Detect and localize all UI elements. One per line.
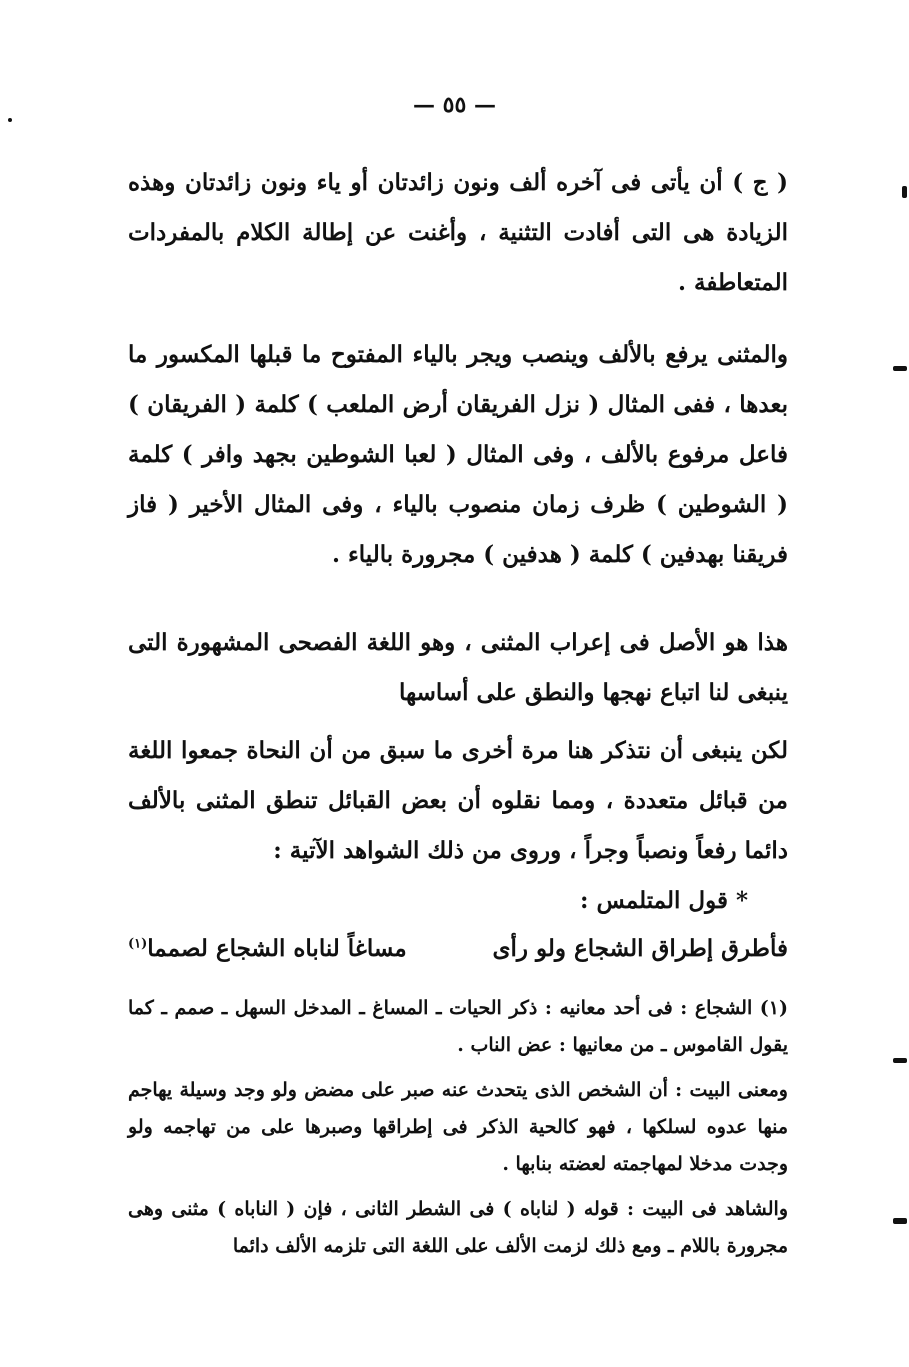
paragraph: والمثنى يرفع بالألف وينصب ويجر بالياء المفتوح ما قبلها المكسور ما بعدها ، ففى المثال ( نزل الفريقان أرض الملعب ) كلمة ( الفريقان ) فاعل مرفوع بالألف ، وفى المثال ( لعبا الشوطين بجهد وافر ) كلمة ( الشوطين ) ظرف زمان منصوب بالياء ، وفى المثال الأخير ( فاز فريقنا بهدفين ) كلمة ( هدفين ) مجرورة بالياء . <box>128 341 788 568</box>
scan-mark <box>8 118 12 122</box>
scan-mark <box>893 366 907 371</box>
paragraph: لكن ينبغى أن نتذكر هنا مرة أخرى ما سبق من أن النحاة جمعوا اللغة من قبائل متعددة ، ومما نقلوه أن بعض القبائل تنطق المثنى بالألف دائما رفعاً ونصباً وجراً ، وروى من ذلك الشواهد الآتية : <box>128 737 788 864</box>
scan-mark <box>893 1218 907 1224</box>
main-text <box>128 158 788 976</box>
footnotes <box>128 990 788 1273</box>
verse-first-half: فأطرق إطراق الشجاع ولو رأى <box>492 935 788 962</box>
footnote-entry: (١) الشجاع : فى أحد معانيه : ذكر الحيات ـ المساغ ـ المدخل السهل ـ صمم ـ كما يقول القاموس ـ من معانيها : عض الناب . <box>128 997 788 1056</box>
poetry-verse <box>128 922 788 976</box>
footnote-marker: (١) <box>128 936 148 952</box>
verse-second-half-wrap <box>128 922 407 976</box>
paragraph: هذا هو الأصل فى إعراب المثنى ، وهو اللغة الفصحى المشهورة التى ينبغى لنا اتباع نهجها والنطق على أساسها <box>128 629 788 706</box>
quote-intro: * قول المتلمس : <box>580 887 748 914</box>
footnote-entry: والشاهد فى البيت : قوله ( لناباه ) فى الشطر الثانى ، فإن ( الناباه ) مثنى وهى مجرورة باللام ـ ومع ذلك لزمت الألف على اللغة التى تلزمه الألف دائما <box>128 1198 788 1257</box>
scan-mark <box>893 1058 907 1063</box>
verse-second-half: مساغاً لناباه الشجاع لصمما <box>147 935 407 962</box>
page-number: — ٥٥ — <box>413 92 496 118</box>
footnote-entry: ومعنى البيت : أن الشخص الذى يتحدث عنه صبر على مضض ولو وجد وسيلة يهاجم منها عدوه لسلكها ، فهو كالحية الذكر فى إطراقها وصبرها على من تهاجمه ولو وجدت مدخلا لمهاجمته لعضته بنابها . <box>128 1079 788 1175</box>
scan-mark <box>902 186 907 198</box>
paragraph: ( ج ) أن يأتى فى آخره ألف ونون زائدتان أو ياء ونون زائدتان وهذه الزيادة هى التى أفادت التثنية ، وأغنت عن إطالة الكلام بالمفردات المتعاطفة . <box>128 169 788 296</box>
